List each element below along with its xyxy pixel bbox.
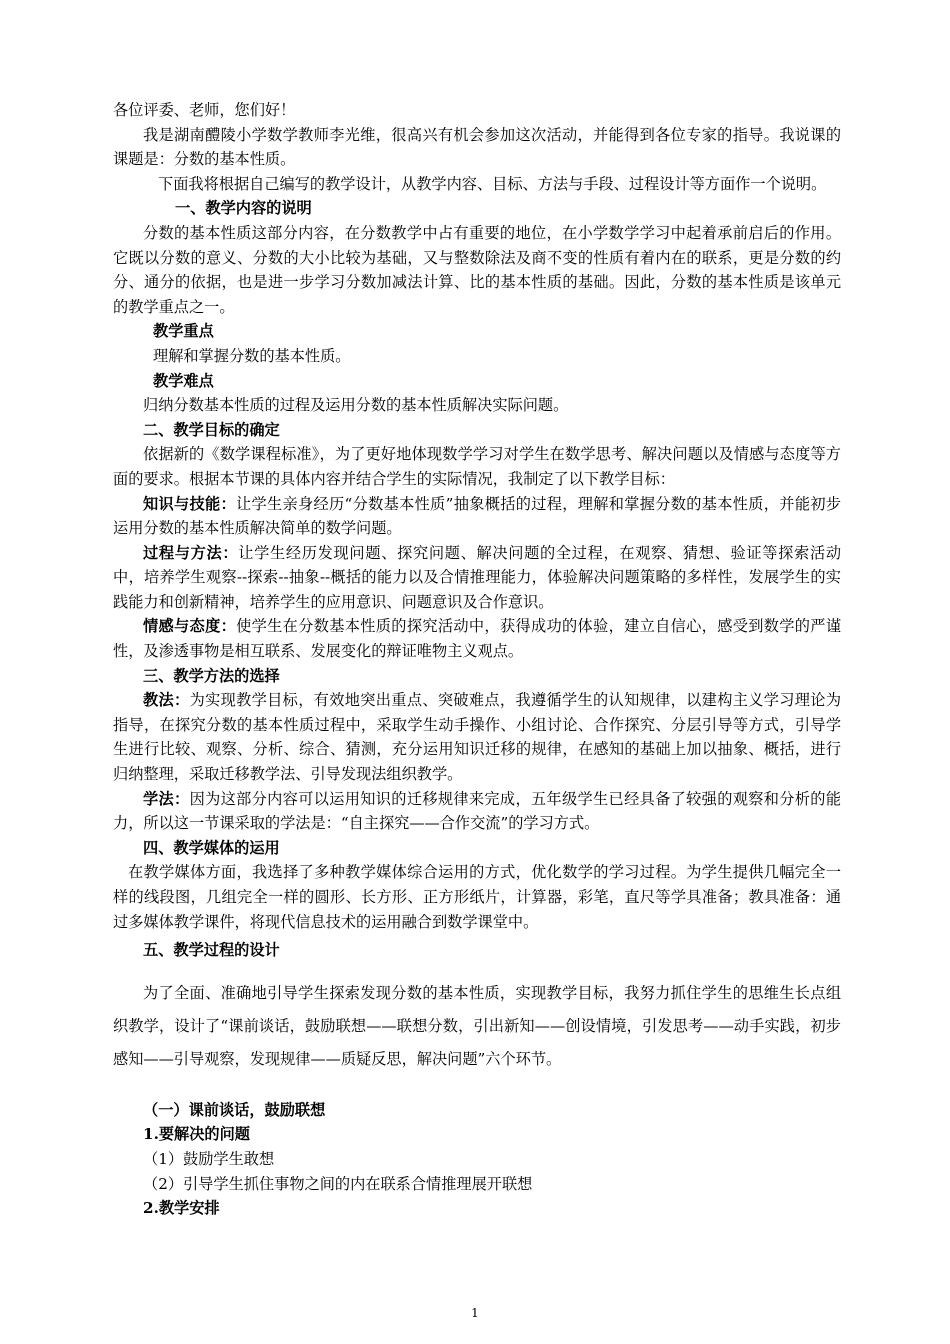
teaching-method-label: 教法： — [143, 691, 190, 710]
section-3-heading: 三、教学方法的选择 — [143, 666, 280, 685]
emotion-attitude-label: 情感与态度： — [143, 617, 237, 636]
section-1-heading: 一、教学内容的说明 — [175, 199, 312, 218]
section-2-body — [113, 442, 841, 491]
intro-text-1: 我是湖南醴陵小学数学教师李光维，很高兴有机会参加这次活动，并能得到各位专家的指导。我说课的课题是：分数的基本性质。 — [113, 125, 841, 169]
learning-method-paragraph — [113, 787, 841, 836]
process-method-text: 让学生经历发现问题、探究问题、解决问题的全过程，在观察、猜想、验证等探索活动中，培养学生观察--探索--抽象--概括的能力以及合情推理能力，体验解决问题策略的多样性，发展学生的实践能力和创新精神，培养学生的应用意识、问题意识及合作意识。 — [113, 543, 842, 611]
section-4-body — [113, 860, 841, 934]
emotion-attitude-text: 使学生在分数基本性质的探究活动中，获得成功的体验，建立自信心，感受到数学的严谨性，及渗透事物是相互联系、发展变化的辩证唯物主义观点。 — [113, 617, 842, 661]
greeting: 各位评委、老师，您们好！ — [113, 101, 296, 119]
section-5-heading: 五、教学过程的设计 — [143, 941, 280, 960]
knowledge-skills-text: 让学生亲身经历“分数基本性质”抽象概括的过程，理解和掌握分数的基本性质，并能初步运用分数的基本性质解决简单的数学问题。 — [113, 494, 842, 538]
teaching-method-paragraph — [113, 688, 841, 786]
subsection-1-heading: （一）课前谈话，鼓励联想 — [143, 1100, 326, 1119]
section-4-text: 在教学媒体方面，我选择了多种教学媒体综合运用的方式，优化数学的学习过程。为学生提供几幅完全一样的线段图，几组完全一样的圆形、长方形、正方形纸片，计算器，彩笔，直尺等学具准备；教具准备：通过多媒体教学课件，将现代信息技术的运用融合到数学课堂中。 — [113, 863, 841, 931]
learning-method-label: 学法： — [143, 789, 190, 808]
section-2-text: 依据新的《数学课程标准》，为了更好地体现数学学习对学生在数学思考、解决问题以及情感与态度等方面的要求。根据本节课的具体内容并结合学生的实际情况，我制定了以下教学目标： — [113, 445, 841, 488]
intro-paragraph-1 — [113, 123, 841, 172]
intro-paragraph-2 — [113, 172, 841, 197]
teaching-focus-text: 理解和掌握分数的基本性质。 — [153, 346, 351, 365]
page-number: 1 — [471, 1306, 479, 1320]
teaching-difficulty-text: 归纳分数基本性质的过程及运用分数的基本性质解决实际问题。 — [143, 396, 569, 415]
teaching-difficulty-label: 教学难点 — [153, 371, 214, 390]
teaching-method-text: 为实现教学目标，有效地突出重点、突破难点，我遵循学生的认知规律，以建构主义学习理论为指导，在探究分数的基本性质过程中，采取学生动手操作、小组讨论、合作探究、分层引导等方式，引导学生进行比较、观察、分析、综合、猜测，充分运用知识迁移的规律，在感知的基础上加以抽象、概括，进行归纳整理，采取迁移教学法、引导发现法组织教学。 — [113, 691, 842, 784]
knowledge-skills-paragraph — [113, 492, 841, 541]
process-method-label: 过程与方法： — [143, 543, 239, 562]
section-5-body — [113, 977, 841, 1076]
emotion-attitude-paragraph — [113, 614, 841, 663]
intro-text-2: 下面我将根据自己编写的教学设计，从教学内容、目标、方法与手段、过程设计等方面作一个说明。 — [158, 174, 827, 193]
document-body — [113, 98, 841, 1221]
section-5-text: 为了全面、准确地引导学生探索发现分数的基本性质，实现教学目标，我努力抓住学生的思维生长点组织教学，设计了“课前谈话，鼓励联想——联想分数，引出新知——创设情境，引发思考——动手实践，初步感知——引导观察，发现规律——质疑反思，解决问题”六个环节。 — [113, 983, 841, 1068]
problem-item-2: （2）引导学生抓住事物之间的内在联系合情推理展开联想 — [143, 1174, 533, 1193]
process-method-paragraph — [113, 541, 841, 615]
section-1-text: 分数的基本性质这部分内容，在分数教学中占有重要的地位，在小学数学学习中起着承前启后的作用。它既以分数的意义、分数的大小比较为基础，又与整数除法及商不变的性质有着内在的联系，更是分数的约分、通分的依据，也是进一步学习分数加减法计算、比的基本性质的基础。因此，分数的基本性质是该单元的教学重点之一。 — [113, 223, 841, 316]
section-4-heading: 四、教学媒体的运用 — [143, 838, 280, 857]
section-2-heading: 二、教学目标的确定 — [143, 420, 280, 439]
knowledge-skills-label: 知识与技能： — [143, 494, 237, 513]
learning-method-text: 因为这部分内容可以运用知识的迁移规律来完成，五年级学生已经具备了较强的观察和分析的能力，所以这一节课采取的学法是：“自主探究——合作交流”的学习方式。 — [113, 789, 842, 833]
section-1-body — [113, 221, 841, 319]
problem-item-1: （1）鼓励学生敢想 — [143, 1149, 275, 1168]
teaching-focus-label: 教学重点 — [153, 322, 214, 341]
teaching-arrangement-heading: 2.教学安排 — [143, 1199, 220, 1218]
problems-to-solve-heading: 1.要解决的问题 — [143, 1125, 250, 1144]
